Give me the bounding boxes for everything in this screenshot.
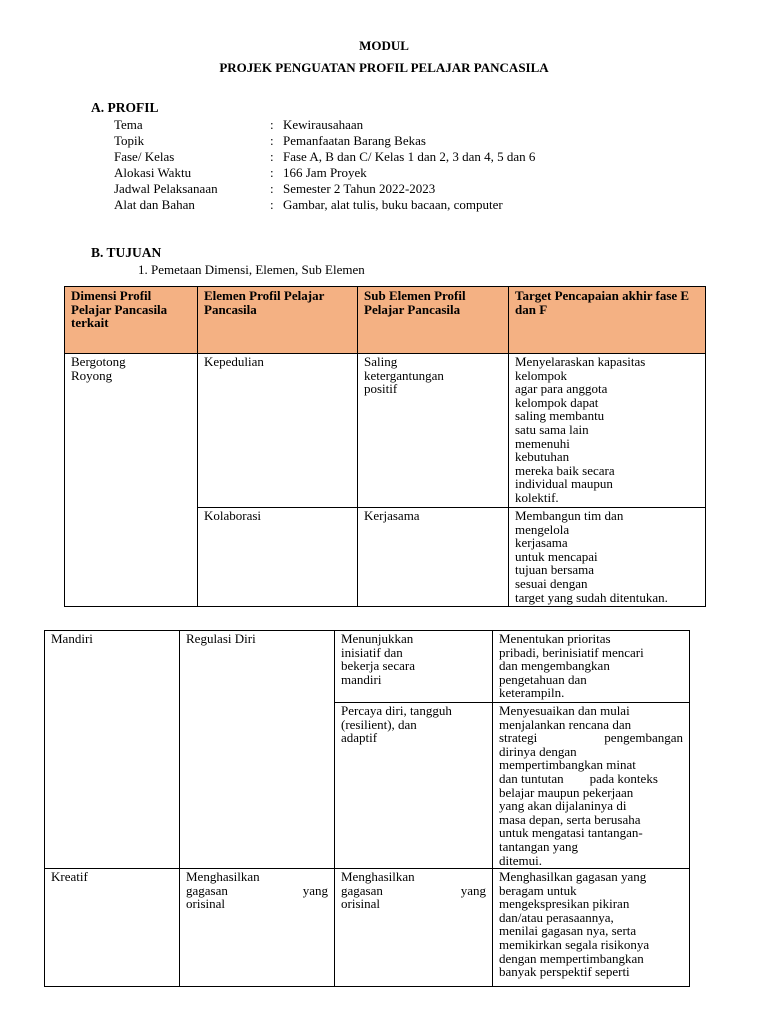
field-colon: : [270,165,274,180]
cell-elemen: Menghasilkan gagasan yang orisinal [180,869,335,987]
cell-target: Menentukan prioritas pribadi, berinisiatif mencari dan mengembangkan pengetahuan dan keterampiln. [493,631,690,703]
cell-target: Membangun tim dan mengelola kerjasama untuk mencapai tujuan bersama sesuai dengan target yang sudah ditentukan. [509,508,706,607]
field-value: Semester 2 Tahun 2022-2023 [283,181,436,196]
mapping-table-continued [44,630,690,987]
mapping-table [64,286,706,607]
field-value: Fase A, B dan C/ Kelas 1 dan 2, 3 dan 4, 5 dan 6 [283,149,536,164]
cell-target: Menyelaraskan kapasitas kelompok agar para anggota kelompok dapat saling membantu satu sama lain memenuhi kebutuhan mereka baik secara individual maupun kolektif. [509,354,706,508]
field-label: Tema [114,117,143,132]
field-colon: : [270,149,274,164]
header-sub-elemen: Sub Elemen Profil Pelajar Pancasila [358,287,509,354]
table-header-row [65,287,706,354]
list-item-1: 1. Pemetaan Dimensi, Elemen, Sub Elemen [138,262,365,277]
table-row [45,869,690,987]
cell-sub-elemen: Kerjasama [358,508,509,607]
field-value: Kewirausahaan [283,117,364,132]
cell-dimensi: Bergotong Royong [65,354,198,607]
field-colon: : [270,133,274,148]
field-label: Alokasi Waktu [114,165,192,180]
header-target: Target Pencapaian akhir fase E dan F [509,287,706,354]
table-row [45,631,690,703]
cell-target: Menghasilkan gagasan yang beragam untuk mengekspresikan pikiran dan/atau perasaannya, menilai gagasan nya, serta memikirkan segala risikonya dengan mempertimbangkan banyak perspektif seperti [493,869,690,987]
field-label: Jadwal Pelaksanaan [114,181,218,196]
cell-elemen: Regulasi Diri [180,631,335,869]
cell-elemen: Kepedulian [198,354,358,508]
cell-dimensi: Mandiri [45,631,180,869]
document-title: MODUL [359,38,409,53]
document-subtitle: PROJEK PENGUATAN PROFIL PELAJAR PANCASILA [219,60,549,75]
section-b-heading: B. TUJUAN [91,245,162,260]
field-value: 166 Jam Proyek [283,165,367,180]
field-label: Topik [114,133,145,148]
header-elemen: Elemen Profil Pelajar Pancasila [198,287,358,354]
field-value: Gambar, alat tulis, buku bacaan, computer [283,197,503,212]
field-label: Alat dan Bahan [114,197,195,212]
cell-sub-elemen: Menunjukkan inisiatif dan bekerja secara mandiri [335,631,493,703]
cell-sub-elemen: Menghasilkan gagasan yang orisinal [335,869,493,987]
cell-dimensi: Kreatif [45,869,180,987]
cell-elemen: Kolaborasi [198,508,358,607]
field-value: Pemanfaatan Barang Bekas [283,133,426,148]
cell-target: Menyesuaikan dan mulai menjalankan rencana dan strategi pengembangan dirinya dengan mempertimbangkan minat dan tuntutan pada konteks belajar maupun pekerjaan yang akan dijalaninya di masa depan, serta berusaha untuk mengatasi tantangan- tantangan yang ditemui. [493,703,690,869]
field-colon: : [270,197,274,212]
field-colon: : [270,181,274,196]
field-colon: : [270,117,274,132]
field-label: Fase/ Kelas [114,149,175,164]
section-a-heading: A. PROFIL [91,100,159,115]
header-dimensi: Dimensi Profil Pelajar Pancasila terkait [65,287,198,354]
table-row [65,354,706,508]
cell-sub-elemen: Percaya diri, tangguh (resilient), dan adaptif [335,703,493,869]
cell-sub-elemen: Saling ketergantungan positif [358,354,509,508]
